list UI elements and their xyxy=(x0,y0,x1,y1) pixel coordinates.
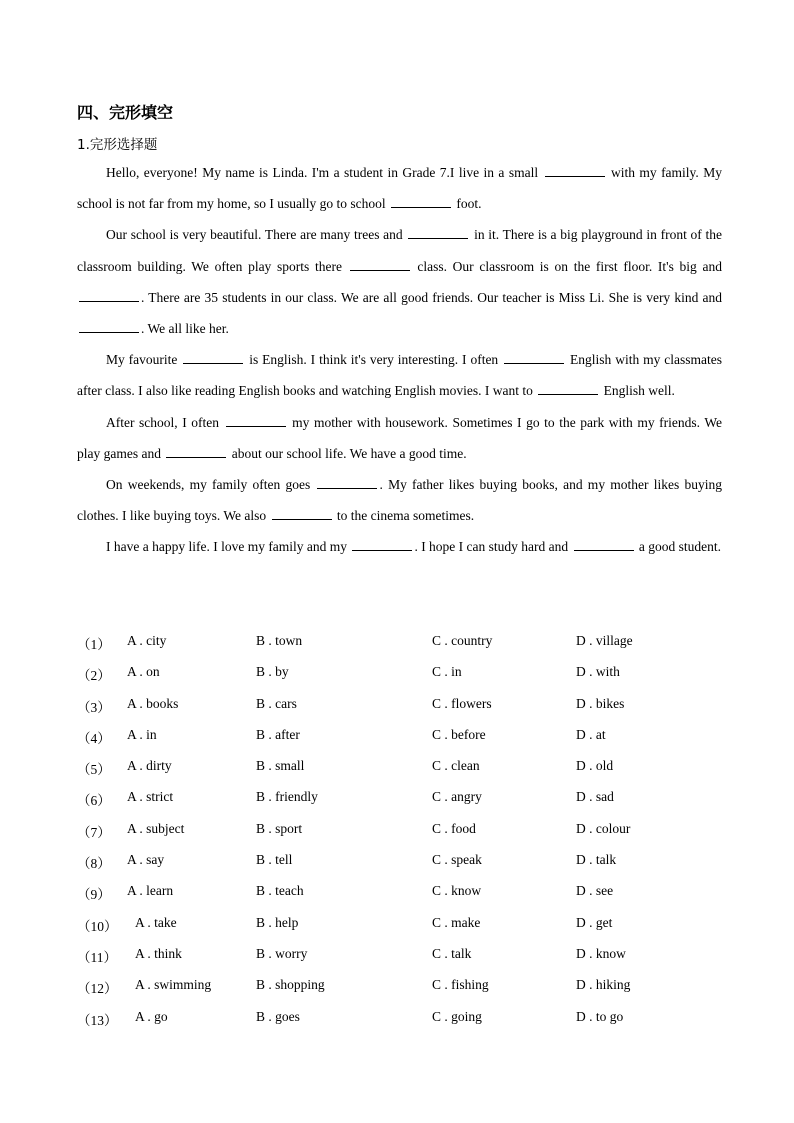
passage-text: . My father likes buying books, and my mother likes buying clothes. I like buying toys. We also xyxy=(77,477,722,524)
option-b[interactable]: B . goes xyxy=(256,1008,300,1024)
option-b[interactable]: B . worry xyxy=(256,945,308,961)
option-c[interactable]: C . in xyxy=(432,664,462,680)
option-row xyxy=(77,909,722,940)
option-b[interactable]: B . cars xyxy=(256,695,297,711)
option-row xyxy=(77,1003,722,1034)
option-row xyxy=(77,846,722,877)
option-row xyxy=(77,690,722,721)
option-b[interactable]: B . help xyxy=(256,914,299,930)
option-a[interactable]: A . subject xyxy=(127,820,185,836)
answer-blank[interactable] xyxy=(352,538,412,551)
passage-text: class. Our classroom is on the first floor. It's big and xyxy=(411,258,723,274)
question-number: （3） xyxy=(77,699,111,715)
option-a[interactable]: A . think xyxy=(135,945,182,961)
question-number: （8） xyxy=(77,856,111,872)
paragraph xyxy=(77,469,722,531)
option-d[interactable]: D . know xyxy=(576,945,626,961)
question-number: （12） xyxy=(77,981,118,997)
option-row xyxy=(77,783,722,814)
passage-text: English with my classmates after class. I also like reading English books and watching English movies. I want to xyxy=(77,352,722,399)
option-b[interactable]: B . town xyxy=(256,633,303,648)
answer-blank[interactable] xyxy=(272,507,332,520)
option-b[interactable]: B . teach xyxy=(256,883,304,899)
option-a[interactable]: A . on xyxy=(127,664,160,680)
option-d[interactable]: D . sad xyxy=(576,789,614,805)
option-c[interactable]: C . know xyxy=(432,883,482,899)
passage-text: my mother with housework. Sometimes I go to the park with my friends. We play games and xyxy=(77,414,722,461)
passage-text: . There are 35 students in our class. We are all good friends. Our teacher is Miss Li. She is very kind and xyxy=(141,289,722,305)
option-b[interactable]: B . tell xyxy=(256,852,293,868)
option-b[interactable]: B . sport xyxy=(256,820,303,836)
option-c[interactable]: C . angry xyxy=(432,789,482,805)
question-number: （5） xyxy=(77,762,111,778)
passage-text: . We all like her. xyxy=(141,321,229,337)
passage-text: Hello, everyone! My name is Linda. I'm a student in Grade 7.I live in a small xyxy=(106,165,543,180)
question-number: （7） xyxy=(77,824,111,840)
option-a[interactable]: A . dirty xyxy=(127,758,172,774)
option-c[interactable]: C . going xyxy=(432,1008,482,1024)
option-d[interactable]: D . get xyxy=(576,914,613,930)
paragraph xyxy=(77,531,722,562)
passage-text: I have a happy life. I love my family and my xyxy=(106,539,351,555)
passage-text: in it. There is a big playground in front of the classroom building. We often play sports there xyxy=(77,227,723,274)
question-number: （2） xyxy=(77,668,111,684)
option-b[interactable]: B . by xyxy=(256,664,289,680)
option-d[interactable]: D . old xyxy=(576,758,614,774)
answer-blank[interactable] xyxy=(79,289,139,302)
option-c[interactable]: C . country xyxy=(432,633,493,648)
option-d[interactable]: D . to go xyxy=(576,1008,624,1024)
option-d[interactable]: D . at xyxy=(576,726,606,742)
passage-text: a good student. xyxy=(635,539,722,555)
option-row xyxy=(77,971,722,1002)
option-c[interactable]: C . before xyxy=(432,726,486,742)
passage xyxy=(77,157,722,563)
answer-blank[interactable] xyxy=(391,195,451,208)
option-d[interactable]: D . with xyxy=(576,664,620,680)
option-d[interactable]: D . bikes xyxy=(576,695,625,711)
option-a[interactable]: A . go xyxy=(135,1008,168,1024)
passage-text: foot. xyxy=(452,196,482,212)
paragraph xyxy=(77,219,722,344)
option-b[interactable]: B . after xyxy=(256,726,300,742)
option-row xyxy=(77,721,722,752)
passage-text: English well. xyxy=(600,383,675,399)
passage-text: with my family. My school is not far from my home, so I usually go to school xyxy=(77,165,722,212)
passage-text: My favourite xyxy=(106,352,182,368)
answer-blank[interactable] xyxy=(408,226,468,239)
option-b[interactable]: B . small xyxy=(256,758,305,774)
option-d[interactable]: D . see xyxy=(576,883,614,899)
option-c[interactable]: C . clean xyxy=(432,758,480,774)
passage-text: Our school is very beautiful. There are many trees and xyxy=(106,227,407,243)
passage-text: On weekends, my family often goes xyxy=(106,477,316,493)
option-c[interactable]: C . food xyxy=(432,820,476,836)
answer-blank[interactable] xyxy=(166,445,226,458)
passage-text: . I hope I can study hard and xyxy=(414,539,572,555)
question-number: （13） xyxy=(77,1012,118,1028)
answer-blank[interactable] xyxy=(350,258,410,271)
answer-blank[interactable] xyxy=(504,351,564,364)
answer-blank[interactable] xyxy=(317,476,377,489)
option-a[interactable]: A . books xyxy=(127,695,179,711)
option-b[interactable]: B . friendly xyxy=(256,789,318,805)
question-number: （1） xyxy=(77,637,111,652)
answer-blank[interactable] xyxy=(183,351,243,364)
option-c[interactable]: C . flowers xyxy=(432,695,492,711)
option-row xyxy=(77,627,722,658)
question-number: （4） xyxy=(77,730,111,746)
answer-blank[interactable] xyxy=(574,538,634,551)
option-a[interactable]: A . city xyxy=(127,633,167,648)
option-a[interactable]: A . learn xyxy=(127,883,174,899)
options-list xyxy=(77,627,722,1034)
passage-text: is English. I think it's very interesting. I often xyxy=(245,352,503,368)
answer-blank[interactable] xyxy=(79,320,139,333)
answer-blank[interactable] xyxy=(545,164,605,177)
option-row xyxy=(77,752,722,783)
question-number: （6） xyxy=(77,793,111,809)
paragraph xyxy=(77,157,722,219)
option-d[interactable]: D . colour xyxy=(576,820,631,836)
option-row xyxy=(77,940,722,971)
option-a[interactable]: A . swimming xyxy=(135,977,212,993)
section-title: 四、完形填空 xyxy=(77,103,174,122)
option-d[interactable]: D . hiking xyxy=(576,977,631,993)
option-row xyxy=(77,877,722,908)
question-number: （9） xyxy=(77,887,111,903)
option-c[interactable]: C . talk xyxy=(432,945,472,961)
paragraph xyxy=(77,407,722,469)
option-a[interactable]: A . strict xyxy=(127,789,174,805)
passage-text: to the cinema sometimes. xyxy=(333,508,475,524)
question-number: （10） xyxy=(77,918,118,934)
option-a[interactable]: A . say xyxy=(127,852,165,868)
option-row xyxy=(77,815,722,846)
option-c[interactable]: C . speak xyxy=(432,852,482,868)
option-d[interactable]: D . village xyxy=(576,633,633,648)
answer-blank[interactable] xyxy=(226,414,286,427)
option-a[interactable]: A . in xyxy=(127,726,157,742)
option-b[interactable]: B . shopping xyxy=(256,977,325,993)
option-row xyxy=(77,658,722,689)
option-d[interactable]: D . talk xyxy=(576,852,617,868)
option-a[interactable]: A . take xyxy=(135,914,177,930)
option-c[interactable]: C . make xyxy=(432,914,481,930)
option-c[interactable]: C . fishing xyxy=(432,977,489,993)
passage-text: about our school life. We have a good time. xyxy=(228,445,467,461)
passage-text: After school, I often xyxy=(106,414,224,430)
answer-blank[interactable] xyxy=(538,382,598,395)
question-number: （11） xyxy=(77,949,117,965)
question-title: 1.完形选择题 xyxy=(77,137,158,153)
paragraph xyxy=(77,344,722,406)
